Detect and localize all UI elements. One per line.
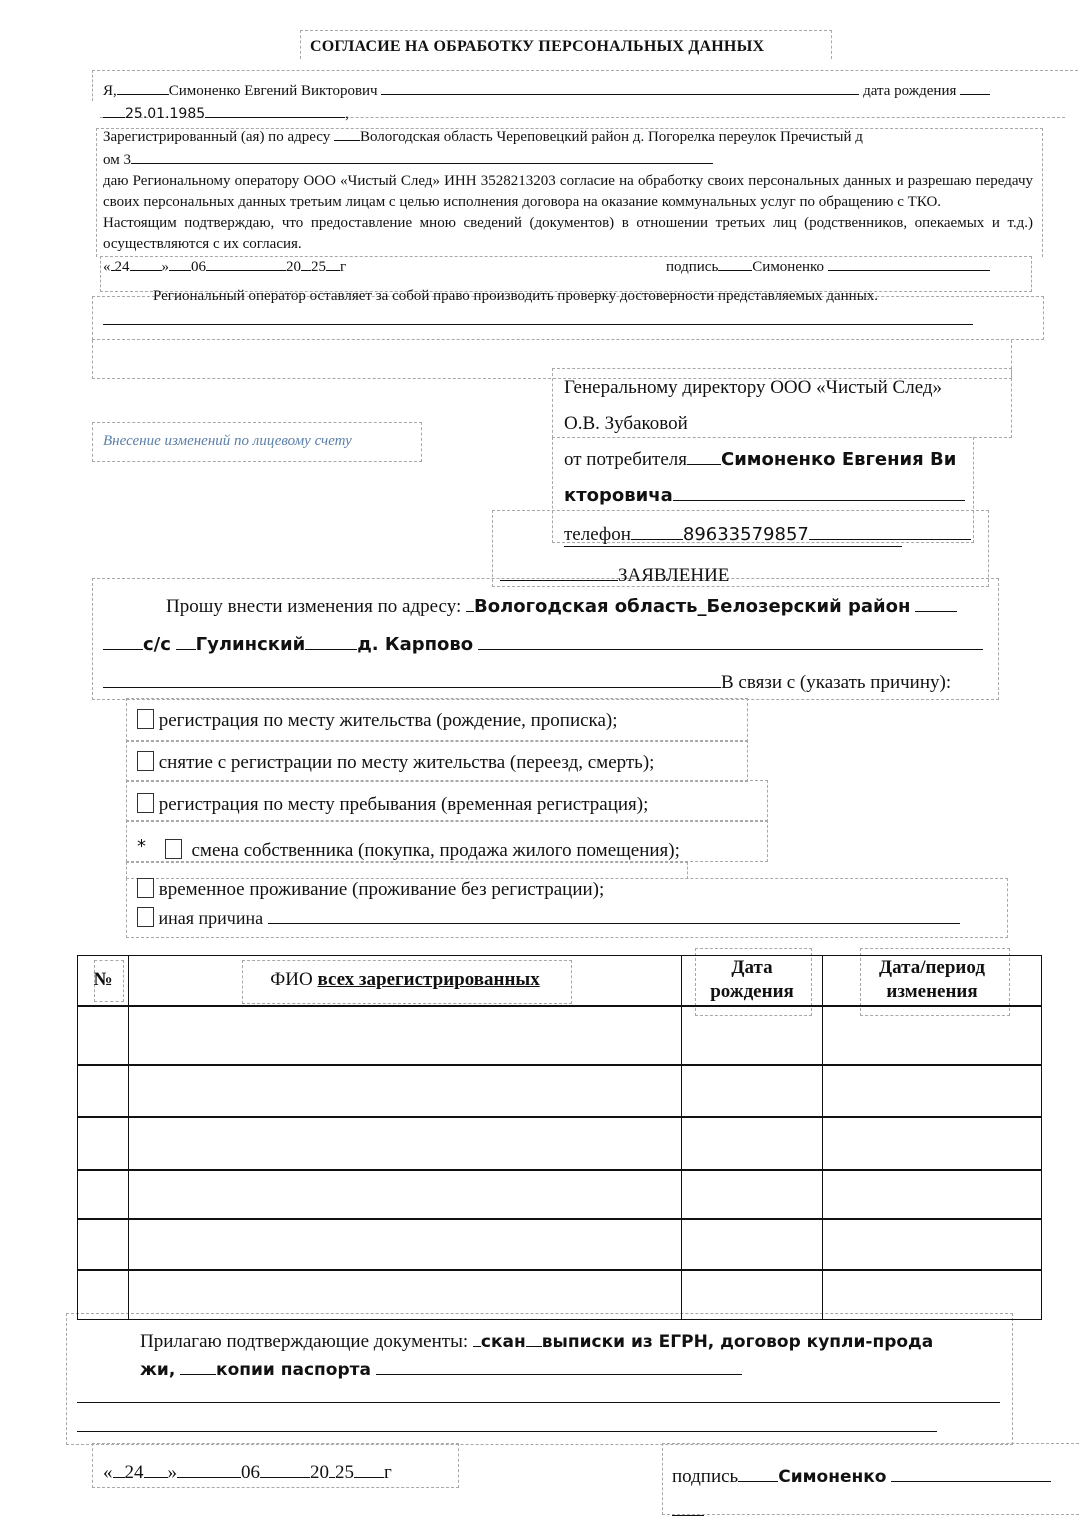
cell-change[interactable]	[823, 1117, 1042, 1170]
request-label: Прошу внести изменения по адресу:	[166, 596, 462, 617]
footer-date-day: 24	[124, 1462, 144, 1483]
cell-num[interactable]	[78, 1170, 129, 1219]
phone-line	[564, 520, 971, 547]
cell-num[interactable]	[78, 1219, 129, 1270]
reason-label-text: временное проживание (проживание без регистрации);	[158, 879, 605, 900]
other-reason-field[interactable]	[268, 905, 960, 924]
birth-date-field[interactable]: 25.01.1985	[125, 106, 206, 122]
selected-mark: *	[137, 836, 146, 857]
cell-change[interactable]	[823, 1270, 1042, 1320]
reason-item[interactable]	[137, 700, 680, 742]
request-ss-name[interactable]: Гулинский	[195, 634, 306, 655]
consent-paragraph: даю Региональному оператору ООО «Чистый След» ИНН 3528213203 согласие на обработку своих персональных данных и разрешаю передачу своих персональных данных третьим лицам с целью исполнения договора на оказание коммунальных услуг по обращению с ТКО.	[103, 173, 1033, 210]
reason-label-text: иная причина	[158, 908, 264, 928]
from-value[interactable]: Симоненко Евгения Ви	[720, 449, 957, 470]
address-field[interactable]: Вологодская область Череповецкий район д. Погорелка переулок Пречистый д	[360, 129, 863, 145]
date-year-unit: г	[340, 259, 347, 275]
header-change-2: изменения	[886, 981, 978, 1003]
statement-heading	[500, 561, 729, 588]
full-name-field[interactable]: Симоненко Евгений Викторович	[168, 83, 378, 99]
signature-value: Симоненко	[752, 259, 825, 275]
attachments-label: Прилагаю подтверждающие документы:	[140, 1331, 469, 1352]
cell-change[interactable]	[823, 1065, 1042, 1117]
divider-line	[103, 322, 973, 325]
cell-change[interactable]	[823, 1219, 1042, 1270]
address-field-cont[interactable]: ом 3	[103, 152, 131, 168]
date-year-prefix: 20	[286, 259, 301, 275]
addressee-line-2: О.В. Зубаковой	[564, 413, 688, 434]
checkbox[interactable]	[165, 839, 182, 859]
date-year-suffix: 25	[311, 259, 326, 275]
cell-fio[interactable]	[129, 1270, 682, 1320]
request-line-1	[103, 588, 988, 626]
confirm-paragraph: Настоящим подтверждаю, что предоставление мною сведений (документов) в отношении третьих лиц (родственников, опекаемых и т.д.) осуществляются с их согласия.	[103, 215, 1033, 252]
reason-label-text: регистрация по месту пребывания (временная регистрация);	[158, 794, 649, 815]
request-ss[interactable]: с/с	[143, 634, 171, 655]
header-fio-prefix: ФИО	[270, 969, 313, 991]
from-value-cont[interactable]: кторовича	[564, 485, 673, 506]
cell-fio[interactable]	[129, 1065, 682, 1117]
statement-heading-text: ЗАЯВЛЕНИЕ	[618, 565, 730, 586]
blank	[672, 1496, 704, 1516]
reason-item[interactable]	[137, 742, 680, 784]
header-num: №	[78, 956, 129, 1006]
header-fio-underlined: всех зарегистрированных	[317, 969, 540, 991]
checkbox[interactable]	[137, 709, 154, 729]
attachments-line-1	[140, 1327, 933, 1355]
reason-item[interactable]	[137, 904, 960, 932]
table-row	[78, 1270, 1042, 1320]
checkbox[interactable]	[137, 907, 154, 927]
request-village[interactable]: д. Карпово	[357, 634, 474, 655]
address-line-cont	[103, 148, 1033, 171]
cell-num[interactable]	[78, 1065, 129, 1117]
footer-date-month: 06	[241, 1462, 260, 1483]
addressee-block	[564, 370, 1004, 514]
table-header-row	[78, 956, 1042, 1006]
cell-num[interactable]	[78, 1270, 129, 1320]
footer-date-year-prefix: 20	[310, 1462, 329, 1483]
blank	[131, 148, 713, 164]
from-line-cont	[564, 478, 1004, 514]
attachments-value-passport[interactable]: копии паспорта	[216, 1360, 371, 1380]
blank	[960, 79, 990, 95]
request-line-2	[103, 626, 988, 664]
checkbox[interactable]	[137, 751, 154, 771]
cell-change[interactable]	[823, 1006, 1042, 1065]
reason-list	[137, 700, 680, 872]
reason-item[interactable]	[137, 876, 960, 904]
footer-signature-label: подпись	[672, 1466, 739, 1487]
reason-label-text: смена собственника (покупка, продажа жилого помещения);	[191, 840, 680, 861]
cell-change[interactable]	[823, 1170, 1042, 1219]
cell-birth[interactable]	[682, 1219, 823, 1270]
blank	[103, 102, 125, 118]
address-label: Зарегистрированный (ая) по адресу	[103, 129, 331, 145]
table-row	[78, 1117, 1042, 1170]
table-row	[78, 1219, 1042, 1270]
cell-birth[interactable]	[682, 1006, 823, 1065]
cell-birth[interactable]	[682, 1170, 823, 1219]
blank	[334, 125, 360, 141]
date-signature-line	[103, 255, 1033, 276]
side-note: Внесение изменений по лицевому счету	[103, 433, 352, 449]
cell-num[interactable]	[78, 1117, 129, 1170]
blank	[381, 79, 859, 95]
cell-fio[interactable]	[129, 1006, 682, 1065]
phone-underline	[564, 546, 902, 547]
footer-signature-value: Симоненко	[778, 1467, 887, 1487]
addressee-line-1: Генеральному директору ООО «Чистый След»	[564, 377, 943, 398]
header-birth	[682, 956, 823, 1006]
table-row	[78, 1065, 1042, 1117]
operator-notice: Региональный оператор оставляет за собой право производить проверку достоверности представляемых данных.	[153, 288, 879, 304]
reason-label-text: снятие с регистрации по месту жительства (переезд, смерть);	[158, 752, 655, 773]
footer-date-year-unit: г	[384, 1462, 392, 1483]
cell-birth[interactable]	[682, 1065, 823, 1117]
cell-fio[interactable]	[129, 1170, 682, 1219]
reason-label: В связи с (указать причину):	[721, 672, 952, 693]
checkbox[interactable]	[137, 793, 154, 813]
signature-label: подпись	[666, 259, 719, 275]
attachments-value-cont[interactable]: жи,	[140, 1360, 176, 1380]
consent-block	[103, 79, 1033, 332]
phone-label: телефон	[564, 524, 631, 545]
attachments-blank-line[interactable]	[77, 1431, 937, 1432]
reason-label-text: регистрация по месту жительства (рождение, прописка);	[158, 710, 618, 731]
blank	[117, 79, 169, 95]
header-birth-2: рождения	[710, 981, 794, 1003]
cell-birth[interactable]	[682, 1270, 823, 1320]
footer-date[interactable]: « 24 » 06 20 25 г	[103, 1458, 392, 1485]
attachments-value[interactable]: выписки из ЕГРН, договор купли-прода	[541, 1332, 934, 1352]
reason-item[interactable]	[137, 784, 680, 826]
birth-date-line: 25.01.1985 ,	[103, 102, 1033, 125]
header-change-1: Дата/период	[879, 957, 985, 979]
date-day: 24	[114, 259, 130, 275]
request-line-3	[103, 664, 988, 702]
consent-title: СОГЛАСИЕ НА ОБРАБОТКУ ПЕРСОНАЛЬНЫХ ДАННЫХ	[310, 38, 765, 55]
attachments-block	[140, 1327, 933, 1383]
request-block	[103, 588, 988, 702]
reason-list-2	[137, 876, 960, 932]
attachments-blank-line[interactable]	[77, 1402, 1000, 1403]
consent-signature[interactable]	[666, 255, 990, 278]
registrants-table	[77, 955, 1042, 1320]
header-change	[823, 956, 1042, 1006]
from-label: от потребителя	[564, 449, 687, 470]
cell-fio[interactable]	[129, 1117, 682, 1170]
header-birth-1: Дата	[731, 957, 773, 979]
table-row	[78, 1006, 1042, 1065]
attachments-value-scan[interactable]: скан	[480, 1332, 526, 1352]
cell-num[interactable]	[78, 1006, 129, 1065]
footer-date-year-suffix: 25	[335, 1462, 354, 1483]
date-month: 06	[191, 259, 206, 275]
prefix-text: Я,	[103, 83, 117, 99]
consent-date[interactable]: « 24 » 06 20 25 г	[103, 255, 346, 278]
attachments-line-2	[140, 1355, 933, 1383]
address-line	[103, 125, 1033, 148]
reason-item[interactable]	[137, 826, 680, 872]
header-fio	[129, 956, 682, 1006]
cell-fio[interactable]	[129, 1219, 682, 1270]
checkbox[interactable]	[137, 878, 154, 898]
phone-field[interactable]: 89633579857	[682, 524, 809, 545]
request-address-field[interactable]: Вологодская область_Белозерский район	[473, 596, 911, 617]
from-line	[564, 442, 1004, 478]
blank	[205, 102, 345, 118]
footer-signature[interactable]	[672, 1460, 1072, 1528]
table-row	[78, 1170, 1042, 1219]
cell-birth[interactable]	[682, 1117, 823, 1170]
name-line	[103, 79, 1033, 102]
birth-label: дата рождения	[863, 83, 957, 99]
